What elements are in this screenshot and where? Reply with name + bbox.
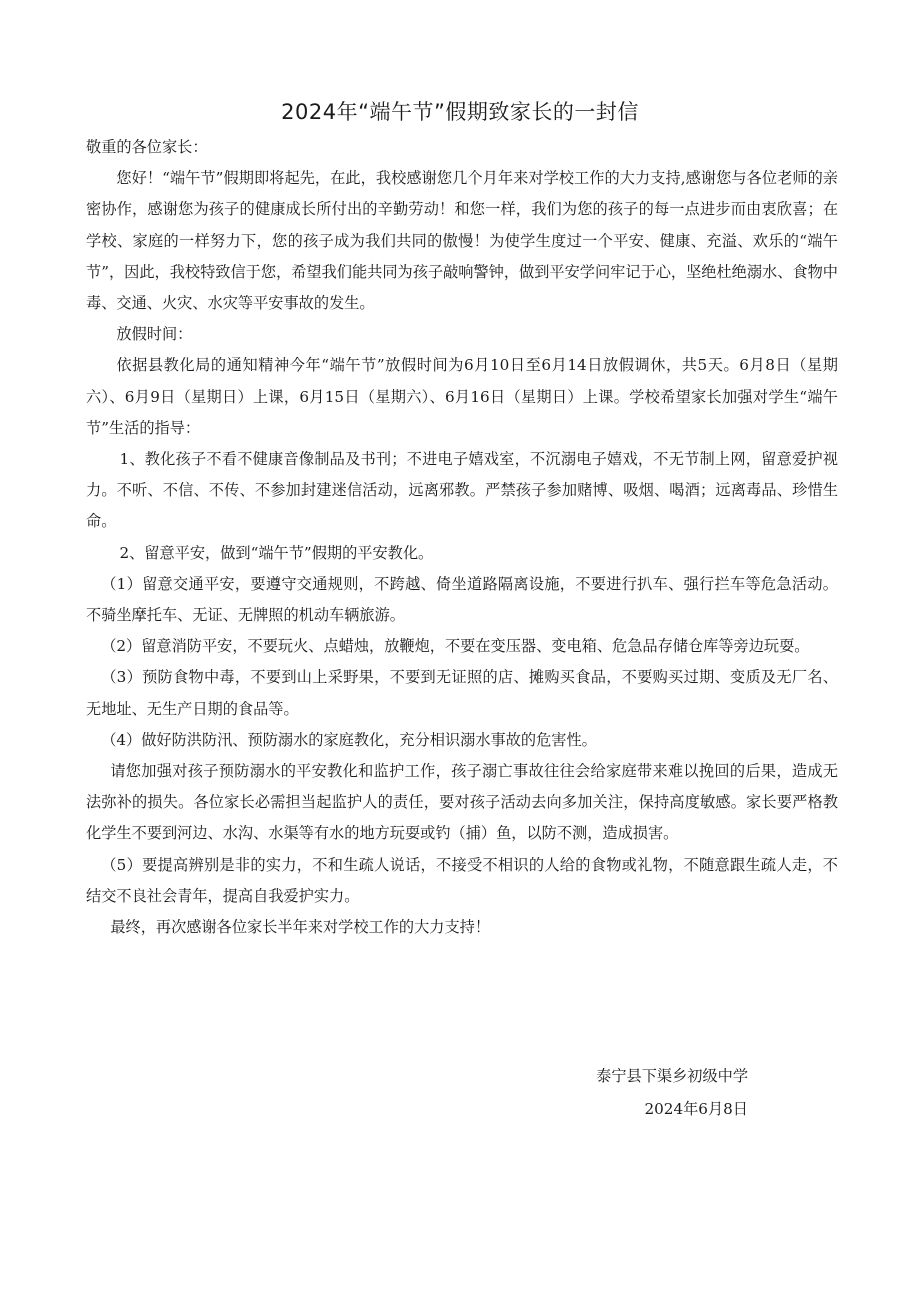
holiday-heading: 放假时间： <box>116 325 193 344</box>
guidance-item-1: 1、教化孩子不看不健康音像制品及书刊；不进电子嬉戏室，不沉溺电子嬉戏，不无节制上网，留意爱护视力。不听、不信、不传、不参加封建迷信活动，远离邪教。严禁孩子参加赌博、吸烟、喝酒；远离毒品、珍惜生命。 <box>86 450 838 531</box>
safety-item-2: （2）留意消防平安，不要玩火、点蜡烛，放鞭炮，不要在变压器、变电箱、危急品存储仓库等旁边玩耍。 <box>101 637 810 656</box>
guidance-item-2: 2、留意平安，做到“端午节”假期的平安教化。 <box>119 543 434 562</box>
safety-item-5: （5）要提高辨别是非的实力，不和生疏人说话，不接受不相识的人给的食物或礼物，不随意跟生疏人走，不结交不良社会青年，提高自我爱护实力。 <box>86 855 838 905</box>
holiday-paragraph: 依据县教化局的通知精神今年“端午节”放假时间为6月10日至6月14日放假调休，共5天。6月8日（星期六）、6月9日（星期日）上课，6月15日（星期六）、6月16日（星期日）上课。学校希望家长加强对学生“端午节”生活的指导： <box>86 356 838 437</box>
safety-item-4: （4）做好防洪防汛、预防溺水的家庭教化，充分相识溺水事故的危害性。 <box>101 730 597 749</box>
drowning-paragraph: 请您加强对孩子预防溺水的平安教化和监护工作，孩子溺亡事故往往会给家庭带来难以挽回的后果，造成无法弥补的损失。各位家长必需担当起监护人的责任，要对孩子活动去向多加关注，保持高度敏感。家长要严格教化学生不要到河边、水沟、水渠等有水的地方玩耍或钓（捕）鱼，以防不测，造成损害。 <box>86 762 838 843</box>
salutation: 敬重的各位家长： <box>86 138 208 156</box>
safety-item-3: （3）预防食物中毒，不要到山上采野果，不要到无证照的店、摊购买食品，不要购买过期、变质及无厂名、无地址、无生产日期的食品等。 <box>86 668 838 718</box>
signature-date: 2024年6月8日 <box>644 1100 748 1118</box>
letter-body <box>86 132 838 943</box>
signature-block <box>596 1060 748 1126</box>
signature-organization: 泰宁县下渠乡初级中学 <box>596 1067 748 1085</box>
closing-paragraph: 最终，再次感谢各位家长半年来对学校工作的大力支持！ <box>110 918 490 937</box>
safety-item-1: （1）留意交通平安，要遵守交通规则，不跨越、倚坐道路隔离设施，不要进行扒车、强行拦车等危急活动。不骑坐摩托车、无证、无牌照的机动车辆旅游。 <box>86 574 838 625</box>
greeting-paragraph: 您好！“端午节”假期即将起先，在此，我校感谢您几个月年来对学校工作的大力支持,感谢您与各位老师的亲密协作，感谢您为孩子的健康成长所付出的辛勤劳动！和您一样，我们为您的孩子的每一点进步而由衷欣喜；在学校、家庭的一样努力下，您的孩子成为我们共同的傲慢！为使学生度过一个平安、健康、充溢、欢乐的“端午节”，因此，我校特致信于您，希望我们能共同为孩子敲响警钟，做到平安学问牢记于心，坚绝杜绝溺水、食物中毒、交通、火灾、水灾等平安事故的发生。 <box>86 169 838 313</box>
letter-title: 2024年“端午节”假期致家长的一封信 <box>281 100 639 124</box>
